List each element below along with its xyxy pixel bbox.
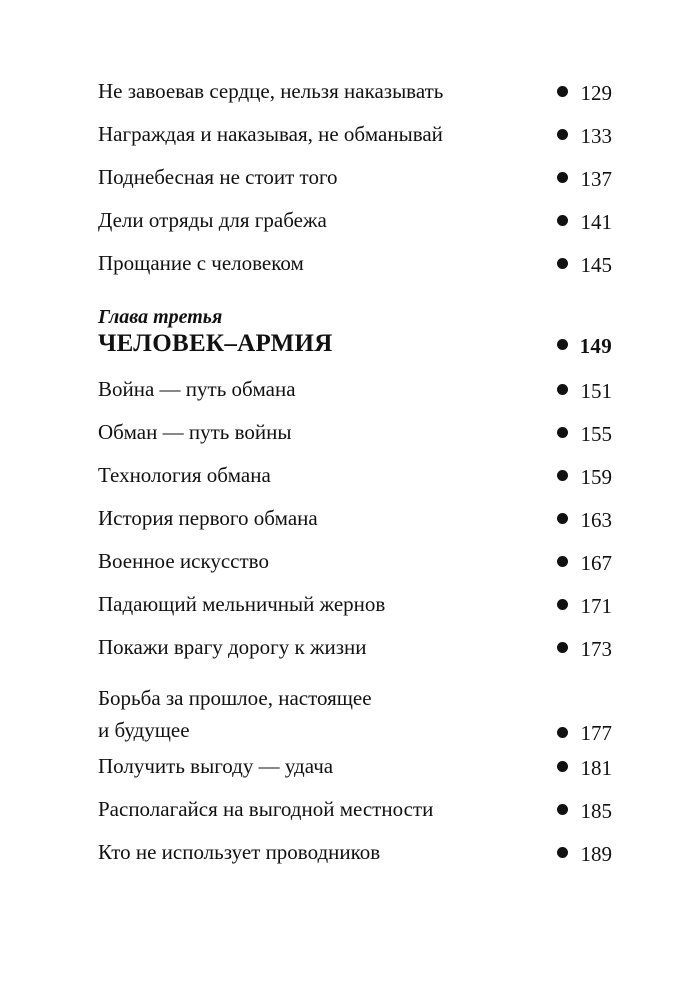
page-number: 159 (580, 464, 612, 489)
entry-page (557, 252, 612, 278)
page-number: 173 (580, 636, 612, 661)
entry-title: История первого обмана (98, 506, 318, 530)
entry-title: Падающий мельничный жернов (98, 592, 386, 616)
bullet-icon (557, 470, 568, 481)
toc-entry[interactable] (98, 207, 612, 250)
toc-entry[interactable] (98, 78, 612, 121)
entry-page (557, 464, 612, 490)
bullet-icon (557, 642, 568, 653)
bullet-icon (557, 847, 568, 858)
entry-page (557, 720, 612, 746)
page-number: 137 (580, 166, 612, 191)
toc-entry[interactable] (98, 505, 612, 548)
toc-entry[interactable] (98, 839, 612, 882)
bullet-icon (557, 599, 568, 610)
toc-entry[interactable] (98, 677, 612, 753)
bullet-icon (557, 172, 568, 183)
entry-page (557, 123, 612, 149)
toc-entry[interactable] (98, 419, 612, 462)
entry-page (557, 798, 612, 824)
page-number: 129 (580, 80, 612, 105)
toc-entry[interactable] (98, 591, 612, 634)
toc-entry[interactable] (98, 164, 612, 207)
bullet-icon (557, 258, 568, 269)
bullet-icon (557, 384, 568, 395)
page-number: 171 (580, 593, 612, 618)
entry-title: Награждая и наказывая, не обманывай (98, 122, 443, 146)
entry-page (557, 80, 612, 106)
entry-title: Военное искусство (98, 549, 269, 573)
bullet-icon (557, 727, 568, 738)
chapter-title: ЧЕЛОВЕК–АРМИЯ (98, 330, 333, 357)
entry-page (557, 755, 612, 781)
toc-entry[interactable] (98, 121, 612, 164)
table-of-contents (98, 78, 612, 882)
bullet-icon (557, 86, 568, 97)
entry-title: Покажи врагу дорогу к жизни (98, 635, 367, 659)
toc-entry[interactable] (98, 376, 612, 419)
page-number: 189 (580, 841, 612, 866)
bullet-icon (557, 804, 568, 815)
entry-page (557, 333, 612, 359)
entry-page (557, 550, 612, 576)
bullet-icon (557, 129, 568, 140)
page-number: 151 (580, 378, 612, 403)
entry-title: Не завоевав сердце, нельзя наказывать (98, 79, 444, 103)
page-number: 177 (580, 721, 612, 745)
spacer (98, 293, 612, 305)
toc-entry[interactable] (98, 548, 612, 591)
entry-page (557, 209, 612, 235)
entry-page (557, 593, 612, 619)
page-number: 167 (580, 550, 612, 575)
entry-page (557, 166, 612, 192)
toc-entry[interactable] (98, 250, 612, 293)
page-number: 185 (580, 798, 612, 823)
entry-title-line2: и будущее (98, 718, 190, 742)
page-number: 181 (580, 755, 612, 780)
bullet-icon (557, 556, 568, 567)
entry-page (557, 421, 612, 447)
entry-page (557, 636, 612, 662)
entry-title: Технология обмана (98, 463, 271, 487)
bullet-icon (557, 761, 568, 772)
entry-page (557, 378, 612, 404)
toc-entry[interactable] (98, 753, 612, 796)
page-number: 155 (580, 421, 612, 446)
toc-entry[interactable] (98, 796, 612, 839)
toc-entry[interactable] (98, 634, 612, 677)
bullet-icon (557, 513, 568, 524)
chapter-heading[interactable] (98, 331, 612, 376)
entry-title: Прощание с человеком (98, 251, 304, 275)
entry-title: Кто не использует проводников (98, 840, 381, 864)
entry-title: Обман — путь войны (98, 420, 292, 444)
page-number: 133 (580, 123, 612, 148)
entry-page (557, 841, 612, 867)
entry-title (98, 682, 557, 746)
bullet-icon (557, 215, 568, 226)
bullet-icon (557, 339, 568, 350)
entry-title: Дели отряды для грабежа (98, 208, 327, 232)
chapter-label: Глава третья (98, 306, 223, 328)
entry-title: Война — путь обмана (98, 377, 296, 401)
entry-title: Располагайся на выгодной местности (98, 797, 434, 821)
toc-entry[interactable] (98, 462, 612, 505)
page-number: 163 (580, 507, 612, 532)
entry-title: Поднебесная не стоит того (98, 165, 338, 189)
entry-page (557, 507, 612, 533)
page-number: 141 (580, 209, 612, 234)
bullet-icon (557, 427, 568, 438)
page-number: 149 (579, 333, 612, 358)
page-number: 145 (580, 252, 612, 277)
entry-title: Получить выгоду — удача (98, 754, 334, 778)
entry-title-line1: Борьба за прошлое, настоящее (98, 686, 372, 710)
